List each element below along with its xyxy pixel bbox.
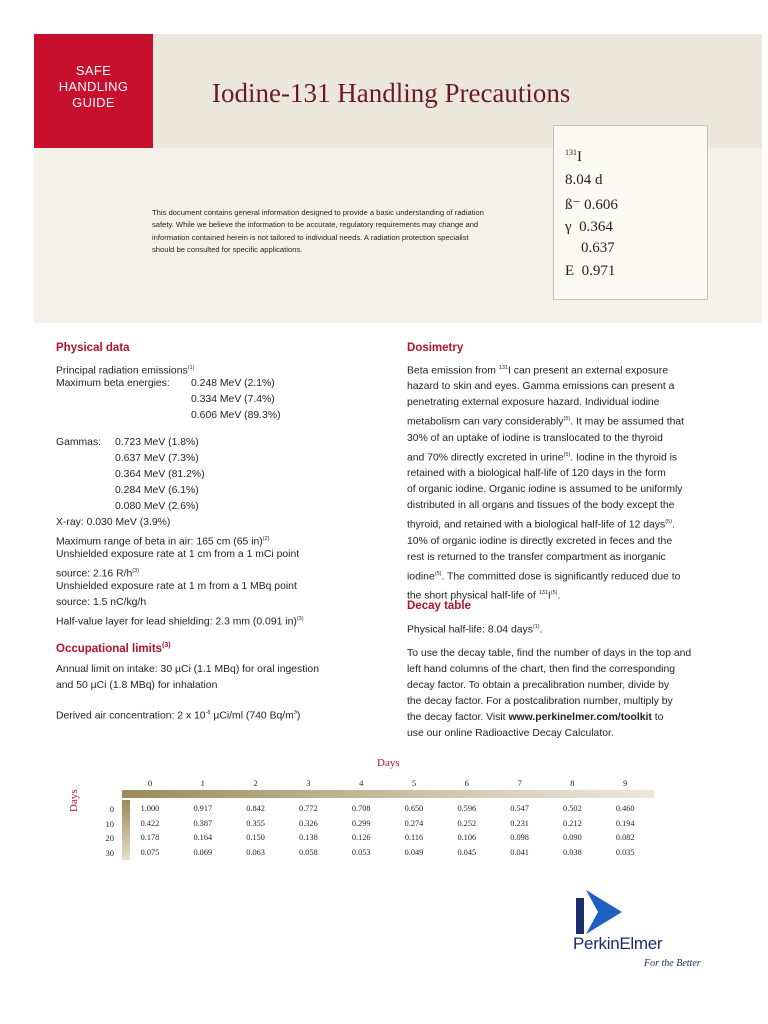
decay-factor-cell: 1.000 — [140, 804, 160, 813]
row-header: 0 — [109, 804, 114, 814]
decay-factor-cell: 0.422 — [140, 818, 160, 828]
text-run: I can present an external exposure — [508, 365, 669, 377]
gamma-value-1: 0.364 — [579, 219, 613, 235]
column-header: 1 — [200, 778, 205, 788]
decay-factor-cell: 0.058 — [299, 847, 318, 857]
decay-line: the decay factor. For a postcalibration number, multiply by — [407, 696, 673, 707]
perkinelmer-p-logo-icon — [576, 890, 624, 934]
gamma-energy: 0.284 MeV (6.1%) — [115, 485, 199, 496]
isotope-e — [565, 263, 615, 280]
isotope-mass-number: 131 — [565, 148, 577, 157]
dosimetry-line — [407, 360, 684, 379]
dac-text: µCi/ml (740 Bq/m — [210, 710, 294, 722]
text-run: to — [651, 712, 664, 723]
beta-value: 0.606 — [584, 197, 618, 213]
decay-factor-cell: 0.116 — [404, 833, 424, 842]
disclaimer-line: safety. While we believe the information to be accurate, regulatory requirements may change and — [152, 220, 479, 230]
dosimetry-line: penetrating external exposure hazard. Individual iodine — [407, 397, 660, 409]
ref-mark: (3) — [162, 642, 171, 649]
dosimetry-line: retained with a biological half-life of 120 days in the form — [407, 468, 666, 480]
text-run: . — [671, 519, 675, 531]
emissions-text: Principal radiation emissions — [56, 365, 188, 377]
physical-half-life — [407, 619, 543, 638]
ref-mark: (5) — [563, 416, 571, 423]
ref-mark: (3) — [296, 616, 304, 622]
decay-line: use our online Radioactive Decay Calculator. — [407, 728, 614, 739]
text-run: thyroid, and retained with a biological half-life of 12 days — [407, 519, 666, 531]
toolkit-link[interactable]: www.perkinelmer.com/toolkit — [508, 712, 652, 723]
row-header: 30 — [105, 847, 114, 858]
decay-factor-cell: 0.231 — [510, 818, 529, 828]
decay-factor-cell: 0.090 — [563, 833, 582, 842]
dac-exponent: -8 — [205, 710, 211, 716]
e-value: 0.971 — [581, 263, 616, 279]
ref-mark: (5) — [550, 590, 558, 597]
disclaimer-line: information contained herein is not tailored to individual needs. A radiation protection specialist — [152, 232, 469, 242]
decay-line: decay factor. To obtain a precalibration number, divide by — [407, 680, 670, 691]
exposure-rate-1: Unshielded exposure rate at 1 cm from a 1 mCi point — [56, 549, 300, 560]
gamma-energy: 0.364 MeV (81.2%) — [115, 469, 205, 480]
dosimetry-line: distributed in all organs and tissues of the body except the — [407, 500, 675, 512]
decay-factor-cell: 0.049 — [404, 847, 424, 857]
text-run: . The committed dose is significantly reduced due to — [441, 571, 681, 583]
gammas-label: Gammas: — [56, 437, 102, 448]
beta-energies-label: Maximum beta energies: — [56, 378, 170, 389]
text-run: . It may be assumed that — [570, 416, 685, 428]
decay-factor-cell: 0.917 — [193, 804, 213, 813]
dosimetry-line — [407, 411, 684, 430]
text-run: iodine — [407, 571, 435, 583]
dac-text: ) — [296, 710, 301, 722]
dosimetry-line: 10% of organic iodine is directly excreted in feces and the — [407, 535, 673, 547]
decay-factor-cell: 0.772 — [299, 804, 318, 813]
beta-energy: 0.334 MeV (7.4%) — [191, 394, 275, 405]
text-run: Beta emission from — [407, 365, 499, 377]
decay-factor-cell: 0.075 — [140, 847, 160, 857]
gamma-energy: 0.080 MeV (2.6%) — [115, 501, 199, 512]
decay-factor-cell: 0.138 — [299, 833, 318, 842]
guide-label — [34, 63, 153, 111]
days-row-label: Days — [68, 789, 80, 812]
decay-factor-cell: 0.035 — [615, 847, 635, 857]
ref-mark: (5) — [563, 451, 571, 458]
decay-factor-cell: 0.596 — [457, 804, 477, 813]
dosimetry-line — [407, 447, 684, 466]
dosimetry-line: hazard to skin and eyes. Gamma emissions can present a — [407, 381, 675, 393]
brand-tagline: For the Better — [644, 958, 701, 969]
guide-label-line3: GUIDE — [72, 95, 115, 110]
text-run: the short physical half-life of — [407, 590, 539, 602]
isotope-beta — [565, 195, 618, 214]
disclaimer — [152, 207, 522, 257]
decay-line: To use the decay table, find the number of days in the top and — [407, 648, 692, 659]
text-run: the decay factor. Visit — [407, 712, 509, 723]
exposure-rate-1-text: source: 2.16 R/h — [56, 568, 133, 580]
column-header: 7 — [517, 778, 522, 788]
decay-instructions — [407, 646, 691, 742]
isotope-symbol — [565, 148, 582, 166]
half-value-layer — [56, 611, 304, 630]
ref-mark: (5) — [665, 519, 672, 526]
decay-factor-cell: 0.126 — [351, 833, 371, 842]
half-value-layer-text: Half-value layer for lead shielding: 2.3 mm (0.091 in) — [56, 616, 297, 628]
column-header: 3 — [306, 778, 311, 788]
physical-data-heading: Physical data — [56, 342, 130, 354]
decay-factor-cell: 0.355 — [246, 818, 265, 828]
dosimetry-line: of organic iodine. Organic iodine is assumed to be uniformly — [407, 484, 683, 496]
dosimetry-paragraph — [407, 360, 684, 605]
occupational-heading-text: Occupational limits — [56, 642, 163, 655]
text-run: Physical half-life: 8.04 days — [407, 624, 533, 636]
text-run: . Iodine in the thyroid is — [570, 452, 678, 464]
gamma-symbol: γ — [565, 219, 572, 235]
decay-factor-cell: 0.547 — [510, 804, 529, 813]
decay-factor-cell: 0.274 — [404, 818, 424, 828]
beta-range-text: Maximum range of beta in air: 165 cm (65 in) — [56, 536, 263, 548]
days-column-label: Days — [377, 757, 400, 769]
decay-factor-cell: 0.045 — [457, 847, 477, 857]
decay-factor-cell: 0.842 — [246, 804, 265, 813]
decay-factor-cell: 0.252 — [457, 818, 477, 828]
column-header: 5 — [411, 778, 417, 788]
row-header: 10 — [105, 818, 114, 829]
decay-factor-cell: 0.038 — [563, 847, 582, 857]
annual-limit: Annual limit on intake: 30 µCi (1.1 MBq) for oral ingestion — [56, 664, 319, 675]
text-run: metabolism can vary considerably — [407, 416, 564, 428]
isotope-gamma1 — [565, 219, 613, 236]
decay-factor-cell: 0.098 — [510, 833, 529, 842]
guide-label-line2: HANDLING — [58, 79, 129, 94]
text-run: . — [557, 590, 561, 602]
e-symbol: E — [565, 263, 575, 279]
occupational-limits-heading — [56, 642, 171, 655]
beta-energy: 0.606 MeV (89.3%) — [191, 410, 281, 421]
decay-factor-cell: 0.299 — [351, 818, 371, 828]
guide-label-line1: SAFE — [75, 63, 112, 78]
dac-exponent: 3 — [293, 710, 297, 716]
decay-factor-cell: 0.502 — [563, 804, 582, 813]
decay-factor-cell: 0.069 — [193, 847, 213, 857]
column-header: 4 — [359, 778, 364, 788]
decay-line: left hand columns of the chart, then find the corresponding — [407, 664, 676, 675]
column-header: 6 — [464, 778, 469, 788]
column-header: 0 — [147, 778, 153, 788]
gamma-energy: 0.723 MeV (1.8%) — [115, 437, 199, 448]
text-run: . — [539, 624, 543, 636]
decay-factor-cell: 0.326 — [299, 818, 318, 828]
decay-factor-cell: 0.106 — [457, 833, 477, 842]
dosimetry-line — [407, 566, 684, 585]
column-header-bar — [122, 790, 654, 798]
decay-factor-cell: 0.708 — [351, 804, 371, 813]
decay-factor-cell: 0.041 — [510, 847, 529, 857]
brand-name: PerkinElmer — [573, 934, 663, 953]
decay-table-heading: Decay table — [407, 600, 471, 612]
exposure-rate-2: Unshielded exposure rate at 1 m from a 1 MBq point — [56, 581, 297, 592]
ref-mark: (1) — [532, 624, 540, 630]
isotope-half-life: 8.04 d — [565, 172, 603, 188]
dosimetry-heading: Dosimetry — [407, 342, 464, 354]
page-title: Iodine-131 Handling Precautions — [212, 78, 571, 108]
isotope-element: I — [577, 149, 582, 165]
decay-factor-cell: 0.164 — [193, 833, 213, 842]
decay-factor-cell: 0.460 — [615, 804, 635, 813]
decay-factor-cell: 0.650 — [404, 804, 424, 813]
exposure-rate-2-value: source: 1.5 nC/kg/h — [56, 597, 147, 608]
decay-factor-cell: 0.053 — [351, 847, 371, 857]
dac-text: Derived air concentration: 2 x 10 — [56, 710, 206, 722]
text-run: and 70% directly excreted in urine — [407, 452, 564, 464]
ref-mark: (5) — [434, 570, 442, 577]
ref-mark: (3) — [132, 568, 139, 574]
dosimetry-line: 30% of an uptake of iodine is translocated to the thyroid — [407, 432, 663, 444]
column-header: 9 — [623, 778, 628, 788]
isotope-gamma2: 0.637 — [581, 240, 615, 256]
disclaimer-line: should be consulted for specific applications. — [152, 245, 303, 255]
mass-number: 131 — [538, 590, 548, 597]
decay-factor-cell: 0.150 — [246, 833, 265, 842]
column-header: 2 — [253, 778, 258, 788]
ref-mark: (1) — [187, 365, 195, 371]
mass-number: 131 — [498, 365, 509, 371]
decay-factor-cell: 0.178 — [140, 833, 160, 842]
dosimetry-line: rest is returned to the transfer compartment as inorganic — [407, 551, 666, 563]
disclaimer-line: This document contains general information designed to provide a basic understanding of radiation — [152, 208, 484, 217]
decay-line — [407, 710, 691, 726]
ref-mark: (2) — [262, 536, 270, 542]
beta-symbol: ß⁻ — [565, 197, 581, 213]
decay-factor-cell: 0.063 — [246, 847, 265, 857]
beta-energy: 0.248 MeV (2.1%) — [191, 378, 275, 389]
decay-factor-cell: 0.212 — [563, 818, 582, 828]
derived-air-concentration — [56, 705, 300, 724]
decay-factor-cell: 0.082 — [615, 833, 635, 842]
gamma-energy: 0.637 MeV (7.3%) — [115, 453, 199, 464]
row-header: 20 — [105, 833, 114, 843]
decay-factor-cell: 0.387 — [193, 818, 213, 828]
decay-factor-cell: 0.194 — [615, 818, 635, 828]
dosimetry-line — [407, 514, 684, 533]
column-header: 8 — [570, 778, 575, 788]
annual-limit-cont: and 50 µCi (1.8 MBq) for inhalation — [56, 680, 218, 691]
xray-energy: X-ray: 0.030 MeV (3.9%) — [56, 517, 171, 528]
text-run: I — [547, 590, 551, 602]
